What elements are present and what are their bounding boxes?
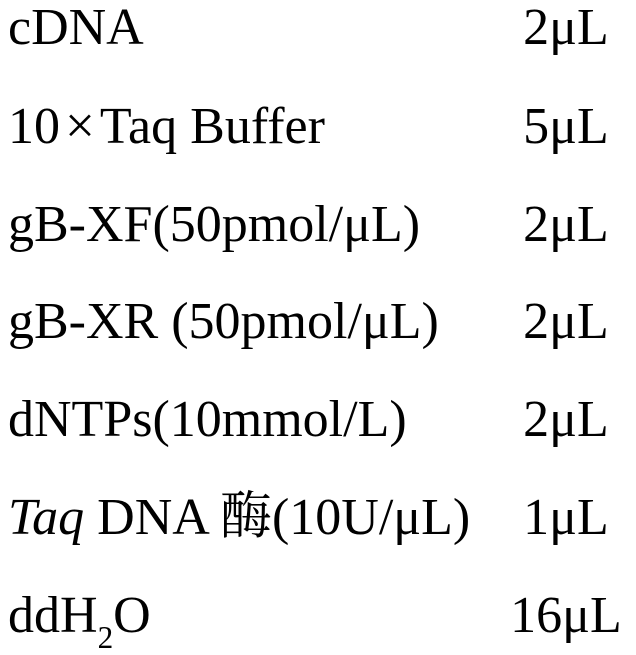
volume-value: 2μL: [523, 293, 609, 351]
volume-value: 2μL: [523, 391, 609, 449]
reagent-label: [8, 489, 471, 547]
label-segment: Taq: [8, 489, 85, 547]
reagent-label: [8, 96, 325, 155]
label-segment: DNA 酶(10U/μL): [84, 489, 471, 547]
label-segment: O: [113, 586, 151, 644]
reagent-label: [8, 391, 407, 449]
volume-value: 16μL: [510, 586, 622, 644]
table-row: [0, 293, 636, 351]
reagent-label: [8, 195, 421, 253]
label-segment: ddH: [8, 586, 98, 644]
table-row: [0, 489, 636, 547]
label-segment: Taq Buffer: [99, 97, 325, 155]
label-segment: cDNA: [8, 0, 144, 56]
table-row: [0, 391, 636, 449]
label-segment: dNTPs(10mmol/L): [8, 391, 407, 449]
label-segment: gB-XR (50pmol/μL): [8, 293, 439, 351]
volume-value: 1μL: [523, 489, 609, 547]
table-row: [0, 2, 636, 54]
label-segment: 2: [97, 619, 114, 655]
volume-value: 2μL: [523, 0, 609, 56]
table-row: [0, 195, 636, 253]
label-segment: ×: [65, 96, 95, 155]
reagent-label: [8, 293, 439, 351]
reagent-label: [8, 586, 151, 655]
table-row: [0, 96, 636, 155]
reagent-label: [8, 2, 144, 54]
label-segment: gB-XF(50pmol/μL): [8, 195, 421, 253]
volume-value: 5μL: [523, 97, 609, 155]
volume-value: 2μL: [523, 195, 609, 253]
label-segment: 10: [8, 97, 60, 155]
table-row: [0, 586, 636, 655]
